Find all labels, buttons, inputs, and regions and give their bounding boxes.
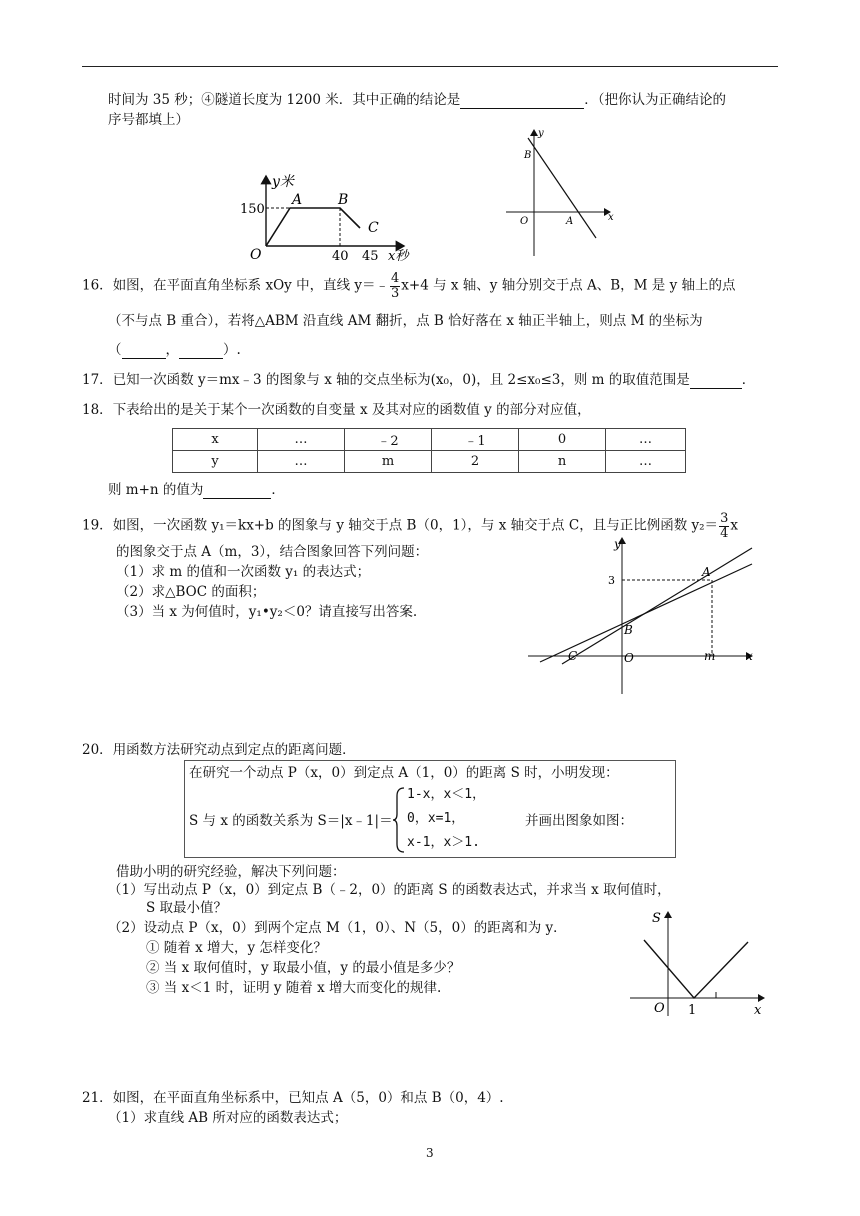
svg-text:O: O xyxy=(520,216,529,227)
svg-text:45: 45 xyxy=(362,249,379,262)
table-row: x … ﹣2 ﹣1 0 … xyxy=(173,429,686,451)
q20-sub2: （2）设动点 P（x，0）到两个定点 M（1，0）、N（5，0）的距离和为 y． xyxy=(108,920,567,936)
svg-text:y米: y米 xyxy=(272,174,294,190)
svg-text:O: O xyxy=(654,1001,665,1016)
svg-text:y: y xyxy=(538,128,544,139)
q20-sub1-b: S 取最小值？ xyxy=(146,900,228,916)
svg-text:1: 1 xyxy=(688,1003,697,1018)
q20-sub1: （1）写出动点 P（x，0）到定点 B（﹣2，0）的距离 S 的函数表达式，并求当 x 取何值时， xyxy=(108,882,671,898)
svg-text:S: S xyxy=(652,911,661,926)
answer-blank[interactable] xyxy=(690,374,742,389)
q15-line2: 序号都填上） xyxy=(108,112,189,128)
svg-text:B: B xyxy=(524,150,532,161)
train-graph xyxy=(236,168,426,262)
q20-sub2-2: ② 当 x 取何值时，y 取最小值，y 的最小值是多少？ xyxy=(146,960,461,976)
svg-text:A: A xyxy=(292,192,303,208)
q19-sub1: （1）求 m 的值和一次函数 y₁ 的表达式； xyxy=(116,564,371,580)
svg-text:150: 150 xyxy=(240,202,265,217)
answer-blank[interactable] xyxy=(203,484,271,499)
page-number: 3 xyxy=(426,1146,434,1160)
svg-text:O: O xyxy=(250,247,262,262)
svg-text:m: m xyxy=(704,649,716,663)
header-rule xyxy=(82,66,778,67)
q21-text: 21．如图，在平面直角坐标系中，已知点 A（5，0）和点 B（0，4）. xyxy=(82,1090,504,1106)
svg-text:40: 40 xyxy=(332,249,349,262)
q20-sub2-1: ① 随着 x 增大，y 怎样变化？ xyxy=(146,940,327,956)
q16-line1: 16．如图，在平面直角坐标系 xOy 中，直线 y＝﹣ $\frac{4}{3}$ x+4 与 x 轴、y 轴分别交于点 A、B，M 是 y 轴上的点 xyxy=(82,271,736,301)
q18-after: 则 m+n 的值为 ． xyxy=(108,482,285,498)
svg-text:x: x xyxy=(754,1003,762,1018)
answer-blank[interactable] xyxy=(179,344,223,359)
svg-text:x: x xyxy=(608,212,614,223)
svg-text:x: x xyxy=(746,649,753,663)
q21-sub1: （1）求直线 AB 所对应的函数表达式； xyxy=(108,1110,348,1126)
q18-text: 18．下表给出的是关于某个一次函数的自变量 x 及其对应的函数值 y 的部分对应值， xyxy=(82,402,591,418)
q20-title: 20．用函数方法研究动点到定点的距离问题． xyxy=(82,742,356,758)
q19-line1: 19．如图，一次函数 y₁＝kx+b 的图象与 y 轴交于点 B（0，1），与 x 轴交于点 C，且与正比例函数 y₂＝ $\frac{3}{4}$ x xyxy=(82,511,738,541)
q16-line3: （ ， ）. xyxy=(108,342,241,358)
q18-table xyxy=(172,428,686,473)
svg-text:y: y xyxy=(614,537,621,551)
q19-line2: 的图象交于点 A（m，3），结合图象回答下列问题： xyxy=(116,544,429,560)
answer-blank[interactable] xyxy=(122,344,166,359)
svg-text:3: 3 xyxy=(608,574,615,587)
q17: 17．已知一次函数 y＝mx﹣3 的图象与 x 轴的交点坐标为(x₀，0)，且 2≤x₀≤3，则 m 的取值范围是 ． xyxy=(82,372,756,388)
svg-text:A: A xyxy=(702,565,711,579)
svg-text:B: B xyxy=(624,623,633,637)
svg-text:A: A xyxy=(566,216,574,227)
q15-line1: 时间为 35 秒；④隧道长度为 1200 米．其中正确的结论是 ．（把你认为正确结论的 xyxy=(108,92,726,108)
q16-graph xyxy=(504,124,624,260)
fraction: $\frac{4}{3}$ xyxy=(391,271,400,301)
q20-graph xyxy=(630,906,770,1018)
q20-lead: 借助小明的研究经验，解决下列问题： xyxy=(116,864,346,880)
fraction: $\frac{3}{4}$ xyxy=(720,511,729,541)
svg-text:O: O xyxy=(624,651,634,665)
q20-sub2-3: ③ 当 x＜1 时，证明 y 随着 x 增大而变化的规律. xyxy=(146,980,442,996)
svg-text:x秒: x秒 xyxy=(388,249,409,262)
case-brace xyxy=(392,786,406,854)
table-row: y … m 2 n … xyxy=(173,451,686,473)
answer-blank[interactable] xyxy=(460,94,584,109)
q16-line2: （不与点 B 重合），若将△ABM 沿直线 AM 翻折，点 B 恰好落在 x 轴正半轴上，则点 M 的坐标为 xyxy=(108,313,703,329)
svg-text:C: C xyxy=(368,220,379,236)
q19-sub3: （3）当 x 为何值时，y₁•y₂＜0？请直接写出答案. xyxy=(116,604,418,620)
svg-text:C: C xyxy=(568,649,578,663)
q19-sub2: （2）求△BOC 的面积； xyxy=(116,584,266,600)
svg-text:B: B xyxy=(338,192,349,208)
q19-graph xyxy=(526,534,760,696)
q20-info-box: 在研究一个动点 P（x，0）到定点 A（1，0）的距离 S 时，小明发现： S 与 x 的函数关系为 S＝|x﹣1|＝ 1-x，x＜1， 0，x=1， x-1，x＞1. 并画出图象如图： xyxy=(184,760,676,858)
